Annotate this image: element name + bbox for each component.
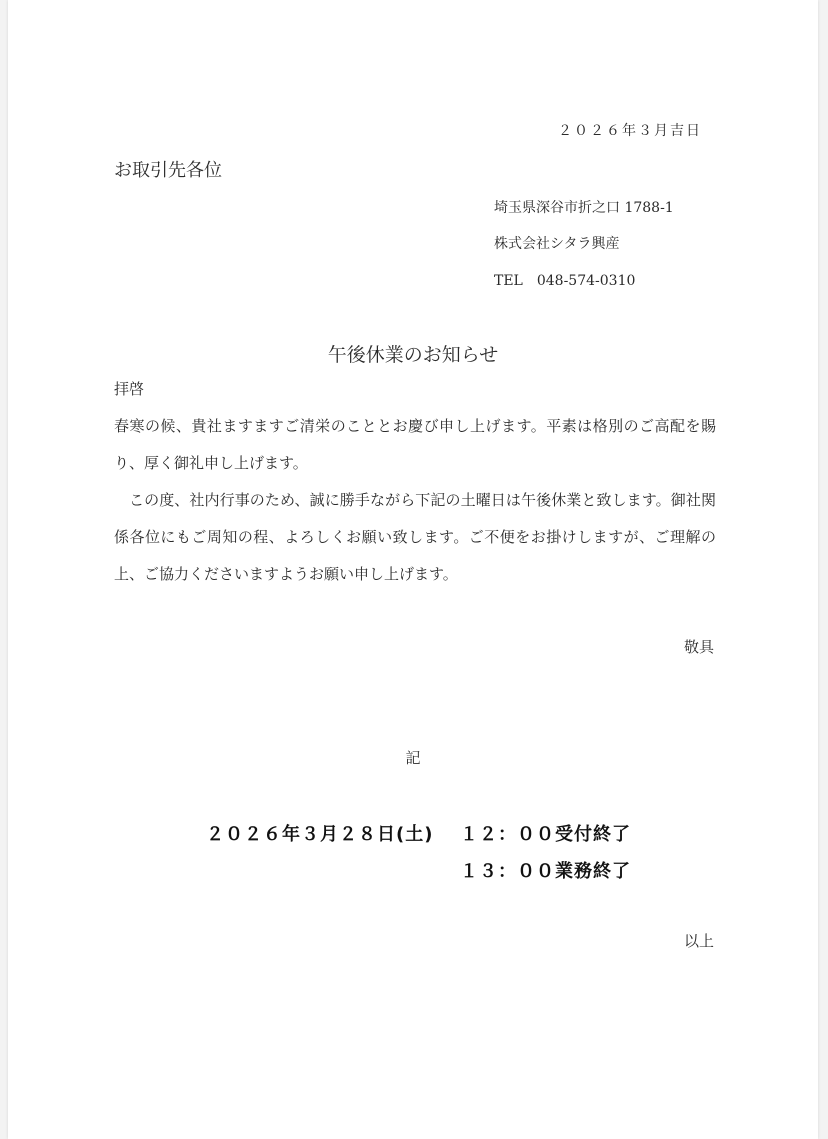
opening-salutation: 拝啓 — [114, 380, 145, 398]
sender-company: 株式会社シタラ興産 — [494, 236, 620, 252]
notice-title: 午後休業のお知らせ — [327, 344, 499, 366]
notice-date: ２０２６年３月吉日 — [558, 123, 702, 139]
sender-address: 埼玉県深谷市折之口 1788-1 — [494, 200, 674, 216]
ki-heading: 記 — [405, 749, 421, 767]
body-paragraph: この度、社内行事のため、誠に勝手ながら下記の土曜日は午後休業と致します。御社関係各位にもご周知の程、よろしくお願い致します。ご不便をお掛けしますが、ご理解の上、ご協力くださいますようお願い申し上げます。 — [114, 491, 716, 583]
body-paragraph: 春寒の候、貴社ますますご清栄のこととお慶び申し上げます。平素は格別のご高配を賜り、厚く御礼申し上げます。 — [114, 417, 716, 472]
sender-tel: TEL 048-574-0310 — [494, 273, 636, 289]
schedule-date: ２０２６年３月２８日(土) — [206, 824, 434, 845]
notice-body — [114, 408, 716, 593]
schedule-reception-end: １２：００受付終了 — [460, 824, 631, 845]
closing-salutation: 敬具 — [683, 638, 714, 656]
schedule-business-end: １３：００業務終了 — [460, 861, 631, 882]
document-page — [8, 0, 818, 1139]
recipient: お取引先各位 — [114, 160, 222, 181]
end-mark: 以上 — [683, 932, 714, 950]
